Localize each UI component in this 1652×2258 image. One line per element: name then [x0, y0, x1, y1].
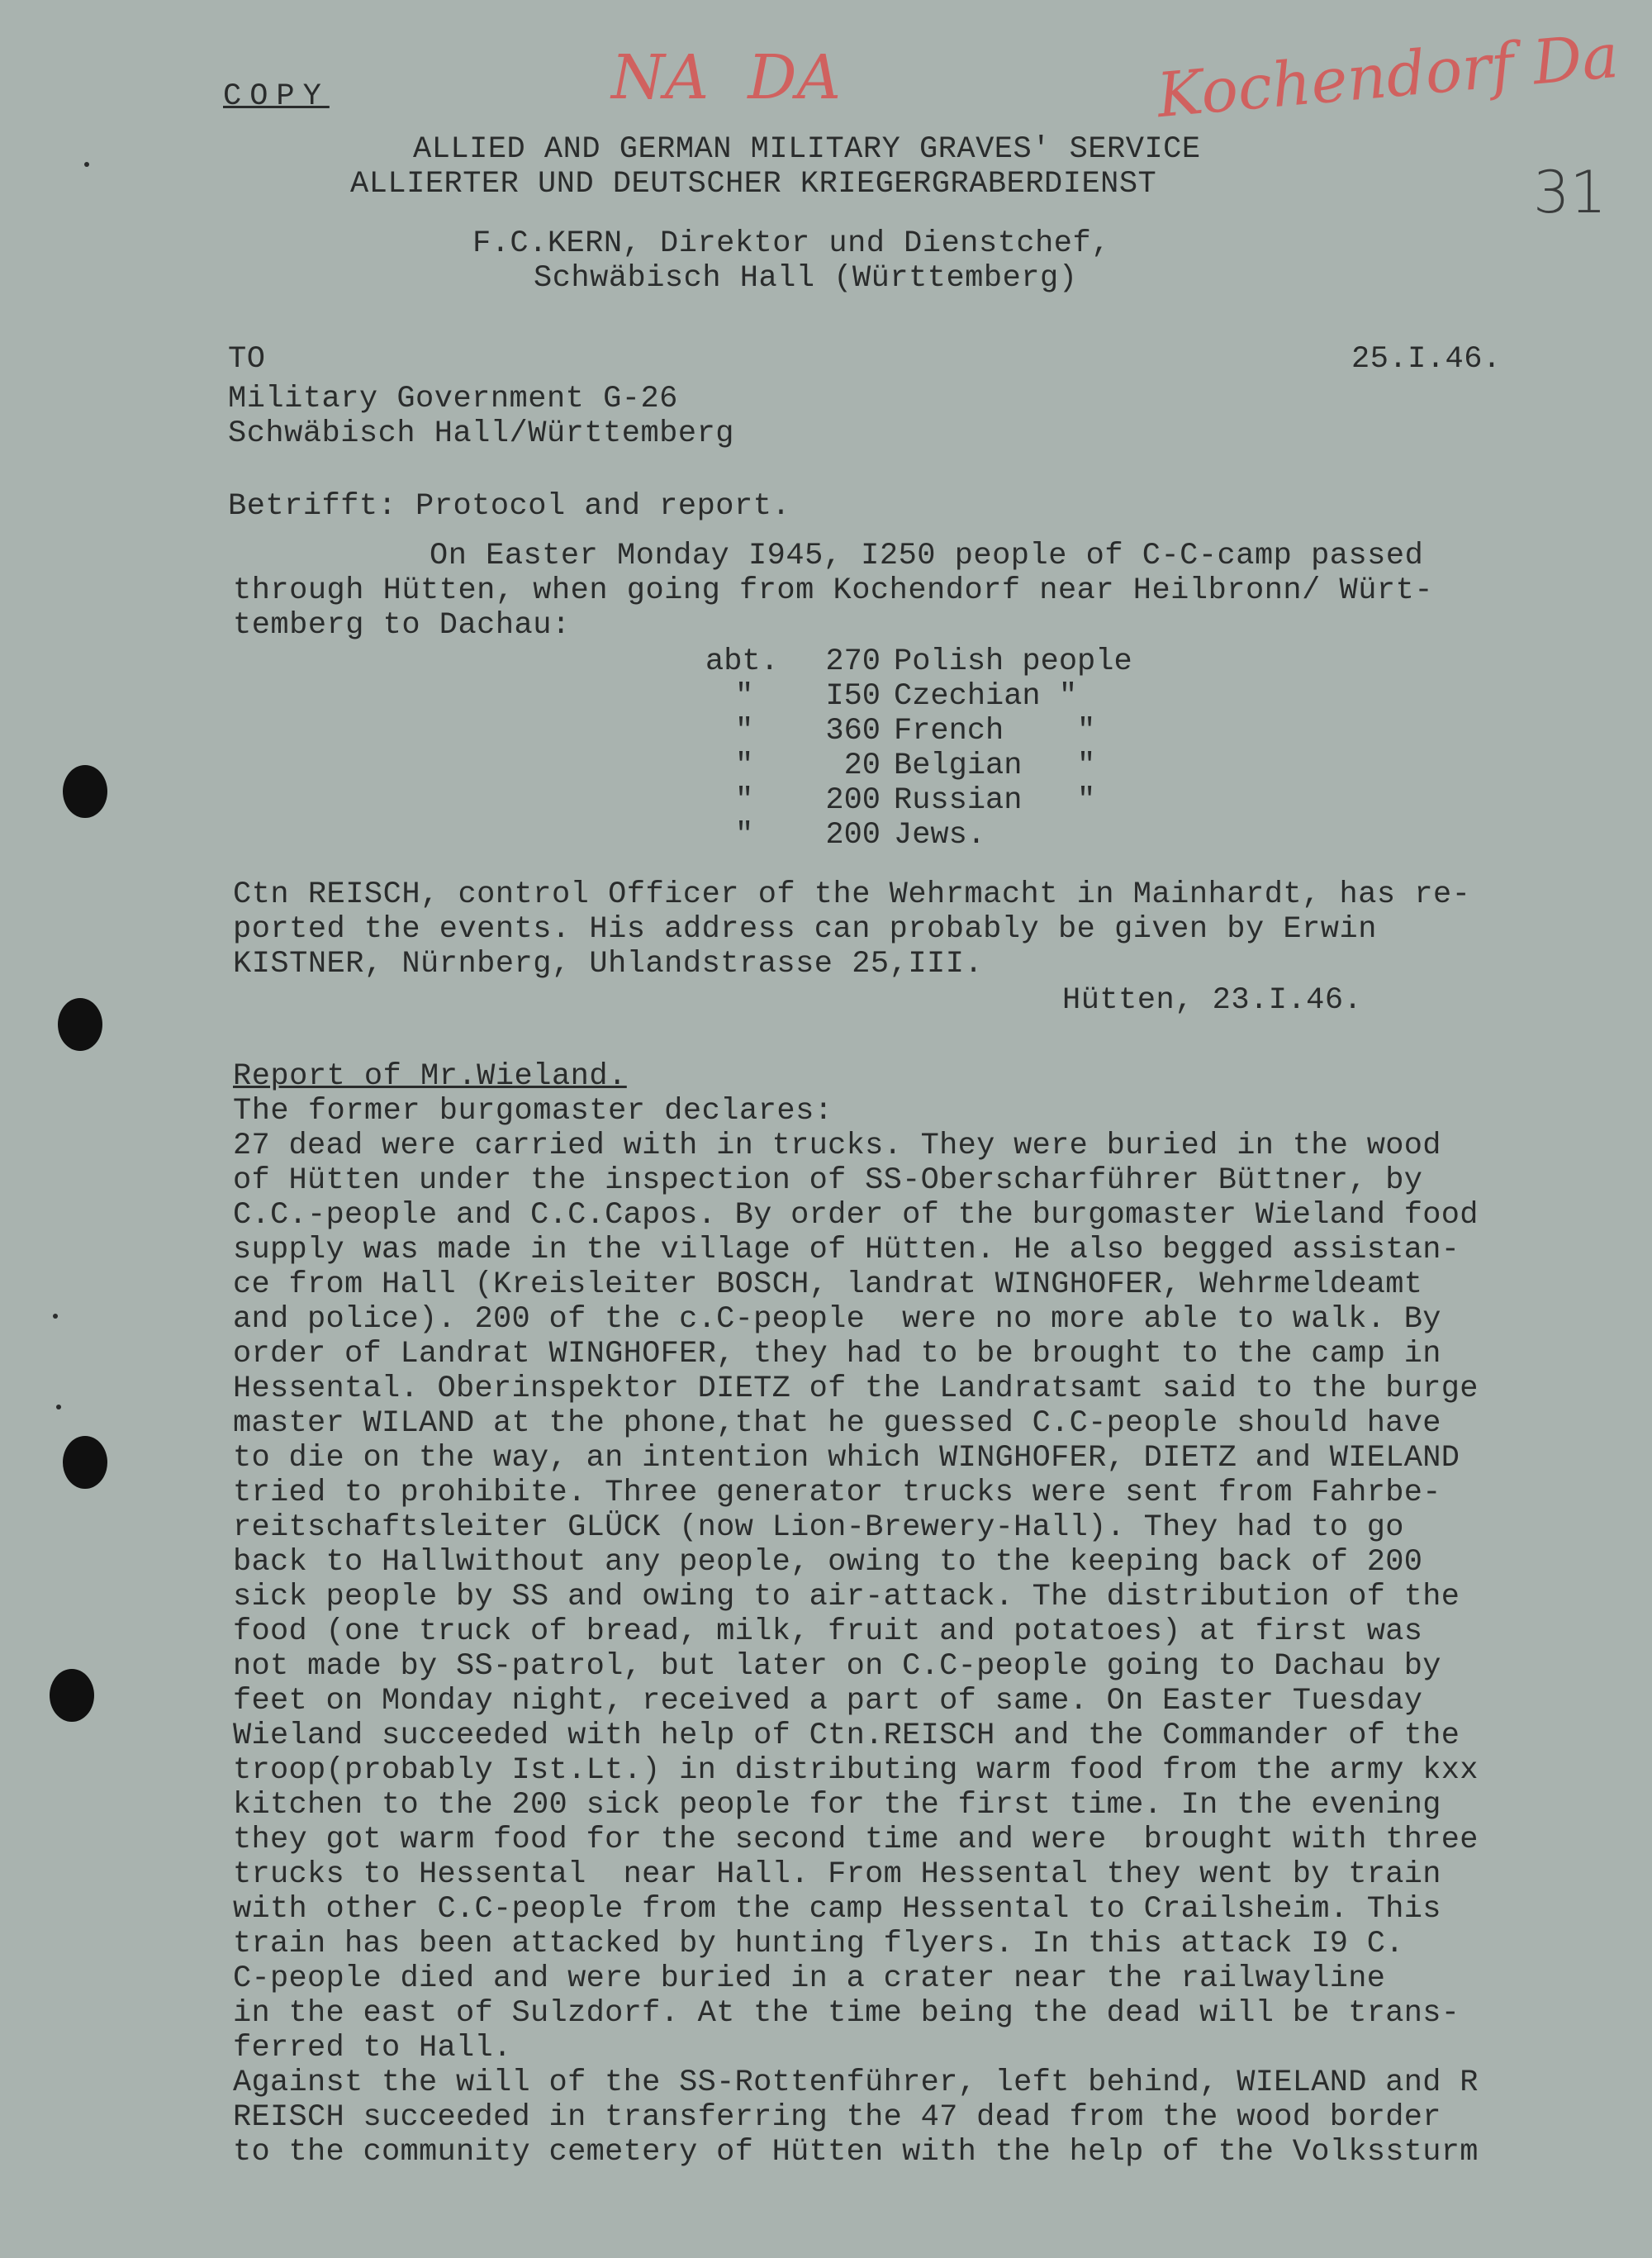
recipient-line: Schwäbisch Hall/Württemberg — [228, 416, 734, 451]
to-label: TO — [228, 342, 266, 377]
list-item — [705, 714, 1224, 749]
list-quantity: 270 — [825, 644, 881, 679]
list-quantity: 360 — [825, 714, 881, 749]
place-date: Hütten, 23.I.46. — [1062, 983, 1363, 1018]
page-number: 31 — [1533, 159, 1607, 226]
handwritten-annotation-top: NA DA — [611, 42, 842, 113]
punch-hole — [63, 765, 107, 818]
punch-hole — [58, 998, 102, 1051]
list-prefix: " — [735, 749, 754, 783]
margin-mark — [56, 1405, 61, 1409]
list-prefix: abt. — [705, 644, 779, 679]
intro-paragraph: On Easter Monday I945, I250 people of C-C-camp passed through Hütten, when going from Kochendorf near Heilbronn/ Würt- temberg to Dachau: — [233, 539, 1434, 643]
list-item — [705, 783, 1224, 818]
list-prefix: " — [735, 818, 754, 853]
subject-line: Betrifft: Protocol and report. — [228, 489, 791, 524]
list-nationality: Polish people — [894, 644, 1132, 679]
list-prefix: " — [735, 714, 754, 749]
reisch-paragraph: Ctn REISCH, control Officer of the Wehrmacht in Mainhardt, has re- ported the events. His address can probably be given by Erwin KISTNER, Nürnberg, Uhlandstrasse 25,III. — [233, 877, 1471, 982]
margin-mark — [53, 1314, 58, 1319]
list-prefix: " — [735, 783, 754, 818]
list-nationality: Russian " — [894, 783, 1096, 818]
list-item — [705, 818, 1224, 853]
report-title: Report of Mr.Wieland. — [233, 1059, 627, 1094]
punch-hole — [63, 1436, 107, 1489]
list-quantity: 200 — [825, 783, 881, 818]
list-nationality: Jews. — [894, 818, 986, 853]
list-nationality: Czechian " — [894, 679, 1078, 714]
list-item — [705, 679, 1224, 714]
report-intro: The former burgomaster declares: — [233, 1094, 833, 1129]
handwritten-annotation-right: Kochendorf Da — [1154, 20, 1621, 132]
list-item — [705, 749, 1224, 783]
list-nationality: French " — [894, 714, 1096, 749]
margin-mark — [84, 162, 89, 167]
organization-name-german: ALLIERTER UND DEUTSCHER KRIEGERGRABERDIENST — [350, 167, 1157, 202]
list-quantity: I50 — [825, 679, 881, 714]
list-quantity: 20 — [843, 749, 881, 783]
director-line: F.C.KERN, Direktor und Dienstchef, — [472, 226, 1110, 261]
punch-hole — [50, 1669, 94, 1722]
list-prefix: " — [735, 679, 754, 714]
prisoner-list — [705, 644, 1224, 853]
list-item — [705, 644, 1224, 679]
list-nationality: Belgian " — [894, 749, 1096, 783]
recipient-line: Military Government G-26 — [228, 382, 678, 416]
report-body: 27 dead were carried with in trucks. They were buried in the wood of Hütten under the inspection of SS-Oberscharführer Büttner, by C.C.-people and C.C.Capos. By order of the burgomaster Wieland food supply was made in the village of Hütten. He also begged assistan- ce from Hall (Kreisleiter BOSCH, landrat WINGHOFER, Wehrmeldeamt and police). 200 of the c.C-people were no more able to walk. By order of Landrat WINGHOFER, they had to be brought to the camp in Hessental. Oberinspektor DIETZ of the Landratsamt said to the burge master WILAND at the phone,that he guessed C.C-people should have to die on the way, an intention which WINGHOFER, DIETZ and WIELAND tried to prohibite. Three generator trucks were sent from Fahrbe- reitschaftsleiter GLÜCK (now Lion-Brewery-Hall). They had to go back to Hallwithout any people, owing to the keeping back of 200 sick people by SS and owing to air-attack. The distribution of the food (one truck of bread, milk, fruit and potatoes) at first was not made by SS-patrol, but later on C.C-people going to Dachau by feet on Monday night, received a part of same. On Easter Tuesday Wieland succeeded with help of Ctn.REISCH and the Commander of the troop(probably Ist.Lt.) in distributing warm food from the army kxx kitchen to the 200 sick people for the first time. In the evening they got warm food for the second time and were brought with three trucks to Hessental near Hall. From Hessental they went by train with other C.C-people from the camp Hessental to Crailsheim. This train has been attacked by hunting flyers. In this attack I9 C. C-people died and were buried in a crater near the railwayline in the east of Sulzdorf. At the time being the dead will be trans- ferred to Hall. Against the will of the SS-Rottenführer, left behind, WIELAND and R REISCH succeeded in transferring the 47 dead from the wood border to the community cemetery of Hütten with the help of the Volkssturm — [233, 1129, 1479, 2170]
list-quantity: 200 — [825, 818, 881, 853]
copy-label: COPY — [223, 79, 330, 114]
letter-date: 25.I.46. — [1351, 342, 1502, 377]
organization-name-english: ALLIED AND GERMAN MILITARY GRAVES' SERVICE — [413, 132, 1201, 167]
location-line: Schwäbisch Hall (Württemberg) — [534, 261, 1078, 296]
